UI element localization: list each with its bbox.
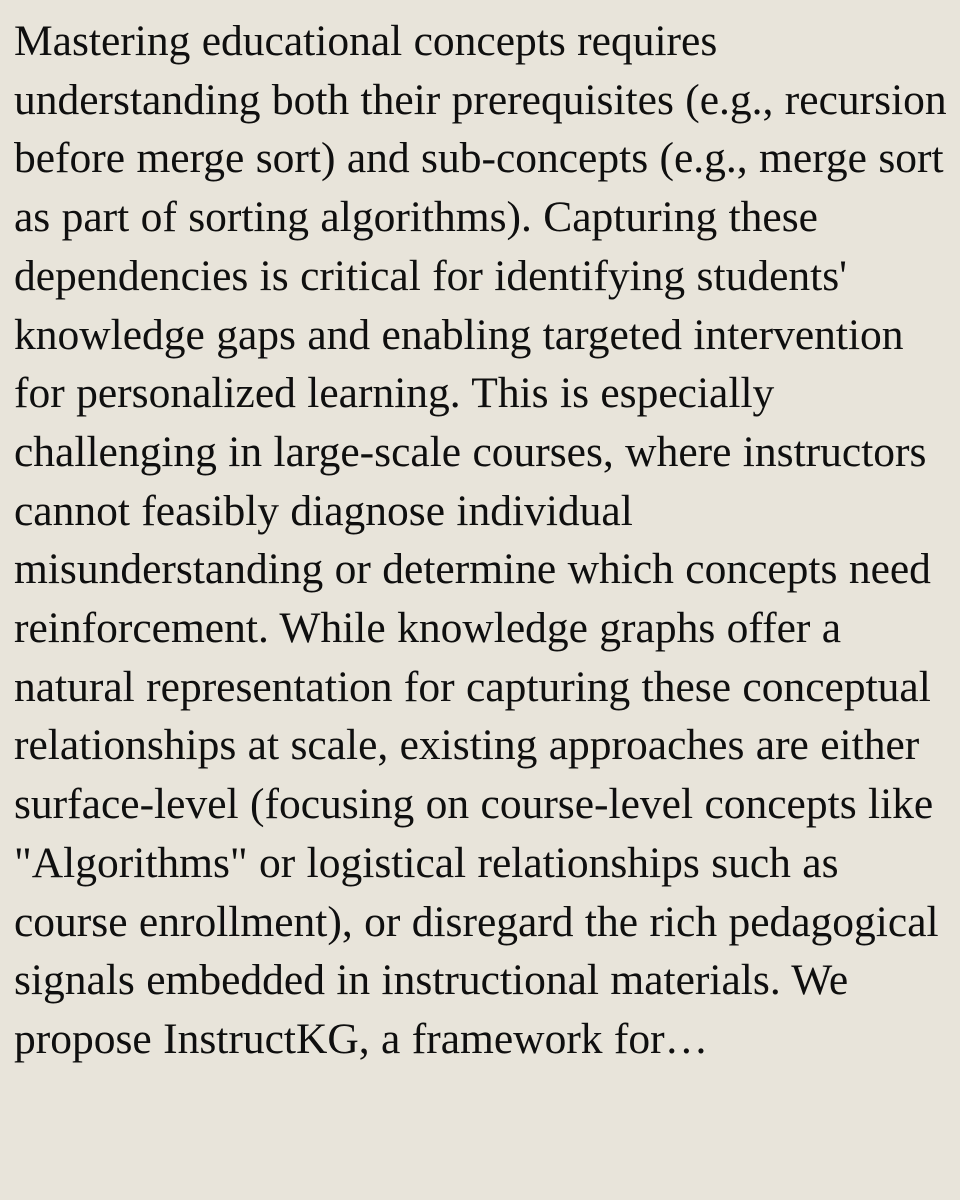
abstract-paragraph: Mastering educational concepts requires understanding both their prerequisites (e.g., recursion before merge sort) and sub-concepts (e.g., merge sort as part of sorting algorithms). Capturing these dependencies is critical for identifying students' knowledge gaps and enabling targeted intervention for personalized learning. This is especially challenging in large-scale courses, where instructors cannot feasibly diagnose individual misunderstanding or determine which concepts need reinforcement. While knowledge graphs offer a natural representation for capturing these conceptual relationships at scale, existing approaches are either surface-level (focusing on course-level concepts like "Algorithms" or logistical relationships such as course enrollment), or disregard the rich pedagogical signals embedded in instructional materials. We propose InstructKG, a framework for… bbox=[14, 17, 947, 1063]
